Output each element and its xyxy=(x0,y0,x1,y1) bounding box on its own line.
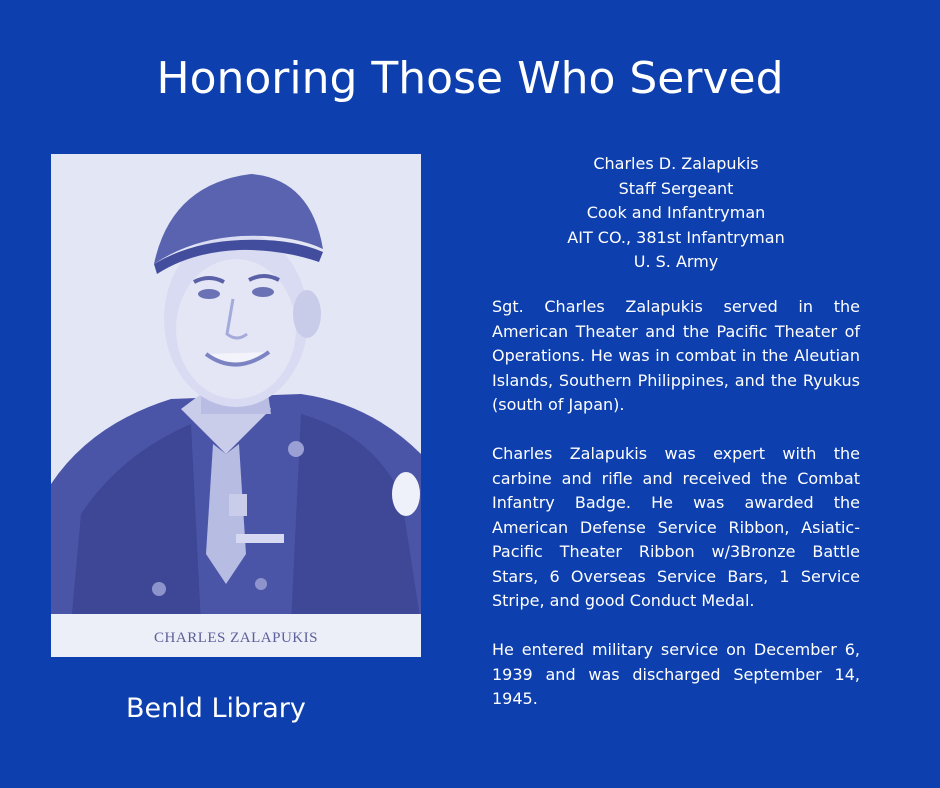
biography-paragraph-awards: Charles Zalapukis was expert with the carbine and rifle and received the Combat Infantry Badge. He was awarded the American Defense Service Ribbon, Asiatic-Pacific Theater Ribbon w/3Bronze Battle Stars, 6 Overseas Service Bars, 1 Service Stripe, and good Conduct Medal. xyxy=(492,444,860,610)
soldier-branch: U. S. Army xyxy=(633,252,719,271)
soldier-name: Charles D. Zalapukis xyxy=(593,154,759,173)
soldier-portrait-photo xyxy=(51,154,421,657)
biography-text xyxy=(492,295,860,736)
page-title: Honoring Those Who Served xyxy=(156,53,784,104)
photo-caption: CHARLES ZALAPUKIS xyxy=(154,630,318,646)
soldier-rank: Staff Sergeant xyxy=(618,178,734,198)
biography-paragraph-service-dates: He entered military service on December 6, 1939 and was discharged September 14, 1945. xyxy=(492,640,860,708)
soldier-role: Cook and Infantryman xyxy=(586,203,766,222)
library-credit: Benld Library xyxy=(126,693,306,724)
soldier-unit: AIT CO., 381st Infantryman xyxy=(567,227,785,247)
biography-paragraph-theaters: Sgt. Charles Zalapukis served in the American Theater and the Pacific Theater of Operations. He was in combat in the Aleutian Islands, Southern Philippines, and the Ryukus (south of Japan). xyxy=(492,297,860,414)
portrait-illustration xyxy=(51,154,421,657)
service-summary xyxy=(492,152,860,275)
